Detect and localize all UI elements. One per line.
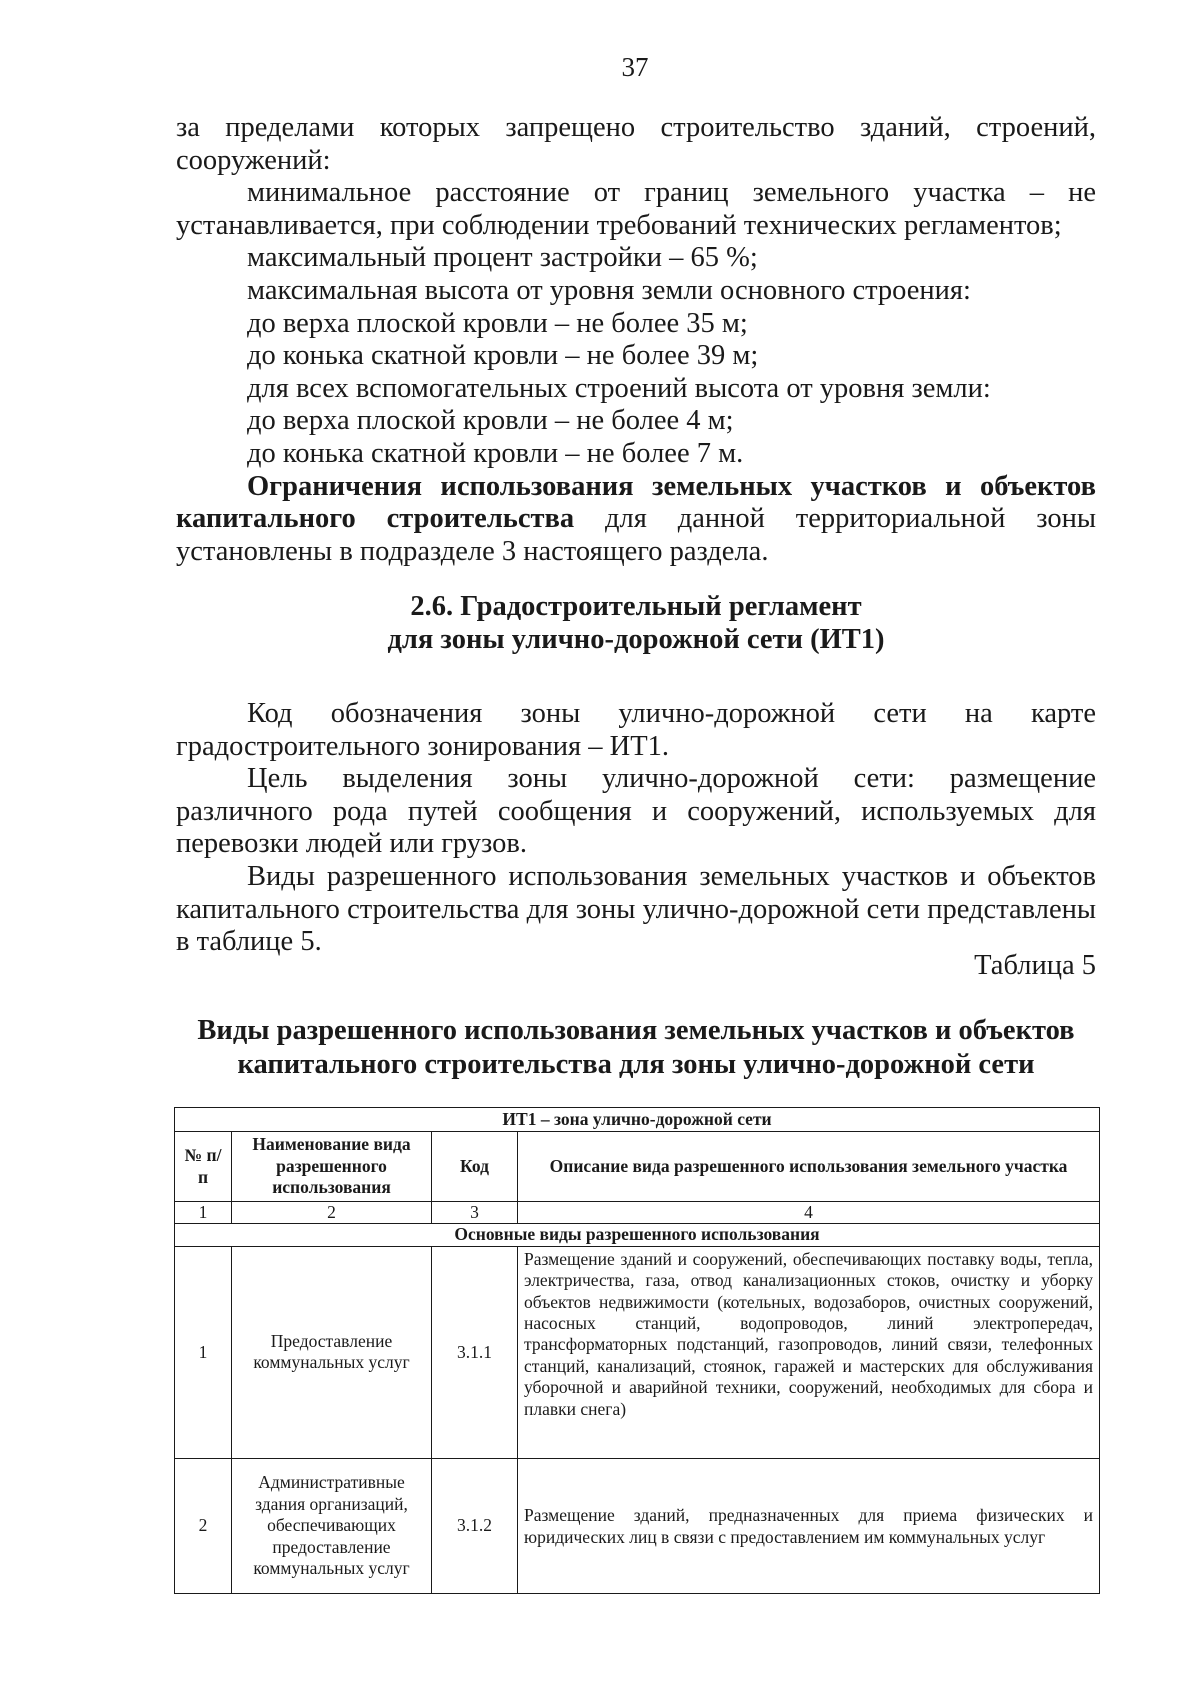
- row-desc-cell: Размещение зданий, предназначенных для приема физических и юридических лиц в связи с предоставлением им коммунальных услуг: [518, 1458, 1100, 1593]
- restrictions-paragraph: [176, 471, 1096, 569]
- col-index-4: 4: [518, 1202, 1100, 1224]
- max-percent-text: максимальный процент застройки – 65 %;: [247, 242, 758, 274]
- zone-header-cell: ИТ1 – зона улично-дорожной сети: [175, 1108, 1100, 1132]
- col-name-header: Наименование вида разрешенного использования: [232, 1132, 432, 1202]
- col-desc-header: Описание вида разрешенного использования земельного участка: [518, 1132, 1100, 1202]
- table-row: [175, 1458, 1100, 1593]
- row-code-cell: 3.1.2: [432, 1458, 518, 1593]
- restrictions-bold: Ограничения использования земельных участков и объектов капитального строительства: [176, 470, 1096, 535]
- group-main-cell: Основные виды разрешенного использования: [175, 1224, 1100, 1246]
- row-name-cell: Предоставление коммунальных услуг: [232, 1246, 432, 1458]
- section-title-line2: для зоны улично-дорожной сети (ИТ1): [387, 624, 885, 655]
- section-paragraph-2: Цель выделения зоны улично-дорожной сети: размещение различного рода путей сообщения и сооружений, используемых для перевозки людей или грузов.: [176, 763, 1096, 860]
- table-title-line2: капитального строительства для зоны улично-дорожной сети: [237, 1049, 1035, 1080]
- row-num-cell: 2: [175, 1458, 232, 1593]
- row-desc-cell: Размещение зданий и сооружений, обеспечивающих поставку воды, тепла, электричества, газа, отвод канализационных стоков, очистку и уборку объектов недвижимости (котельных, водозаборов, очистных сооружений, насосных станций, водопроводов, линий электропередач, трансформаторных подстанций, газопроводов, линий связи, телефонных станций, канализаций, стоянок, гаражей и мастерских для обслуживания уборочной и аварийной техники, сооружений, необходимых для сбора и плавки снега): [518, 1246, 1100, 1458]
- flat-roof-main-text: до верха плоской кровли – не более 35 м;: [247, 307, 748, 339]
- col-index-2: 2: [232, 1202, 432, 1224]
- table-header-row: [175, 1132, 1100, 1202]
- table-row: [175, 1246, 1100, 1458]
- min-distance-text: минимальное расстояние от границ земельного участка – не устанавливается, при соблюдении требований технических регламентов;: [176, 177, 1096, 241]
- aux-height-text: для всех вспомогательных строений высота от уровня земли:: [247, 372, 991, 404]
- section-heading: [176, 590, 1096, 656]
- col-num-header: № п/п: [175, 1132, 232, 1202]
- table-zone-row: [175, 1108, 1100, 1132]
- table-index-row: [175, 1202, 1100, 1224]
- restrictions-rest: для данной территориальной зоны установлены в подразделе 3 настоящего раздела.: [176, 503, 1096, 567]
- row-code-cell: 3.1.1: [432, 1246, 518, 1458]
- section-paragraph-3: Виды разрешенного использования земельных участков и объектов капитального строительства для зоны улично-дорожной сети представлены в таблице 5.: [176, 860, 1096, 958]
- pitched-roof-main-text: до конька скатной кровли – не более 39 м;: [247, 340, 759, 372]
- row-num-cell: 1: [175, 1246, 232, 1458]
- section-paragraph-1: Код обозначения зоны улично-дорожной сети на карте градостроительного зонирования – ИТ1.: [176, 698, 1096, 762]
- pitched-roof-aux-text: до конька скатной кровли – не более 7 м.: [247, 437, 744, 469]
- section-body: [176, 698, 1096, 959]
- col-code-header: Код: [432, 1132, 518, 1202]
- max-height-text: максимальная высота от уровня земли основного строения:: [247, 274, 971, 306]
- intro-block: [176, 112, 1096, 568]
- flat-roof-aux-text: до верха плоской кровли – не более 4 м;: [247, 405, 734, 437]
- col-index-3: 3: [432, 1202, 518, 1224]
- permitted-use-table: [174, 1107, 1100, 1594]
- table-title-line1: Виды разрешенного использования земельных участков и объектов: [197, 1015, 1075, 1046]
- table-group-row: [175, 1224, 1100, 1246]
- page-number: 37: [621, 52, 649, 82]
- row-name-cell: Административные здания организаций, обеспечивающих предоставление коммунальных услуг: [232, 1458, 432, 1593]
- section-title-line1: 2.6. Градостроительный регламент: [410, 591, 862, 622]
- intro-line1: за пределами которых запрещено строительство зданий, строений, сооружений:: [176, 112, 1096, 176]
- table-caption: Таблица 5: [974, 950, 1096, 981]
- table-title: [176, 1014, 1096, 1082]
- col-index-1: 1: [175, 1202, 232, 1224]
